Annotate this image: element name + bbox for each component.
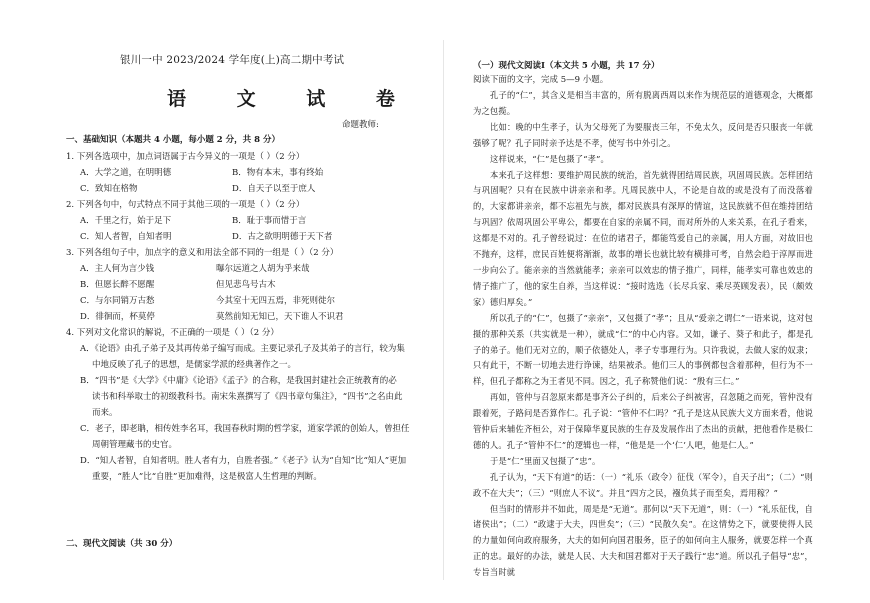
q2-option-b: B．耻于事而惜于言 <box>232 216 307 226</box>
section-1-title: 一、基础知识（本题共 4 小题，每小题 2 分，共 8 分） <box>66 135 281 145</box>
q1-option-a: A．大学之道，在明明德 <box>80 168 172 178</box>
exam-header: 银川一中 2023/2024 学年度(上)高二期中考试 <box>120 54 345 66</box>
q4-option-d-line-1: D．“知人者智，自知者明。胜人者有力，自胜者强。”《老子》认为“自知”比“知人”更加 <box>80 456 407 466</box>
passage-paragraph-4: 本来孔子这样想：要维护周民族的统治，首先就得团结周民族，巩固周民族。怎样团结与巩固呢？只有在民族中讲亲亲和孝。凡周民族中人，不论是自故的或是没有了而没落着的，大家都讲亲亲，都不忘祖先与族，都对民族具有深厚的情谊，这民族就不但在维持团结与巩固？依周巩固公平卑公，都要在自家的亲属不同，而对所外的人来关系，在孔子看来，这都是不对的。孔子曾经说过：在位的诸君子，都能笃爱自己的亲属，用人方面，对故旧也不抛弃，这样，庶民百姓便将渐渐，故事的增长也就比较有横排可考，自然会趋于淳厚而进一步向公了。能亲亲的当然就能孝；亲亲可以效忠的情子推广，同样，能孝实可靠也效忠的情子推广了，他的家生自养，当这样说：“接时选选（长尽兵家、乘尽英顾发表），民（颇效家）德归厚矣。” <box>473 169 813 307</box>
q3-option-d-second: 莫然前知无知已，天下谁人不识君 <box>216 312 344 322</box>
q4-option-b-line-3: 而来。 <box>92 408 118 418</box>
question-2-stem: 2. 下列各句中，句式特点不同于其他三项的一项是（ ）（2 分） <box>66 200 305 210</box>
q4-option-a-line-1: A．《论语》由孔子弟子及其再传弟子编写而成。主要记录孔子及其弟子的言行，较为集 <box>80 344 405 354</box>
q1-option-c: C．致知在格物 <box>80 184 138 194</box>
teacher-label: 命题教师: <box>342 120 379 130</box>
question-4-stem: 4. 下列对文化常识的解说，不正确的一项是（ ）（2 分） <box>66 328 279 338</box>
q1-option-d: D．自天子以至于庶人 <box>232 184 316 194</box>
q2-option-a: A．千里之行，始于足下 <box>80 216 172 226</box>
passage-paragraph-8: 孔子认为，“天下有道”的话：（一）“礼乐（政令）征伐（军令），自天子出”；（二）“则政不在大夫”；（三）“则庶人不议”。并且“四方之民，襁负其子而至矣，焉用稼？” <box>473 471 813 498</box>
passage-paragraph-9: 但当时的情形并不如此，周是是“无道”。那何以“天下无道”，则：（一）“礼乐征伐，自诸侯出”；（二）“政逮于大夫，四世矣”；（三）“民散久矣”。在这情势之下，就要使得人民的力量如何向政府服务，大夫的如何向国君服务，臣子的如何向主人服务，就要怎样一个真正的忠。最好的办法，就是人民、大夫和国君都对于天子践行“忠”道。所以孔子倡导“忠”，专旨当时就 <box>473 503 813 578</box>
q4-option-d-line-2: 重要，“胜人”比“自胜”更加难得，这是极富人生哲理的判断。 <box>92 472 322 482</box>
q1-option-b: B．物有本末，事有终始 <box>232 168 324 178</box>
question-3-stem: 3. 下列各组句子中，加点字的意义和用法全部不同的一组是（ ）（2 分） <box>66 248 339 258</box>
passage-paragraph-2: 比如：晚的中生孝子，认为父母死了为要服丧三年，不免太久，反问是否只服丧一年就强够了呢？孔子同时亲予达是不孝，使写书中外引之。 <box>473 121 813 148</box>
q3-option-a-second: 曝尔远道之人胡为乎来哉 <box>216 264 310 274</box>
q3-option-d-first: D．徘徊而，杯莫停 <box>80 312 155 322</box>
passage-paragraph-3: 这样说来，“仁”是包摄了“孝”。 <box>490 153 609 164</box>
paper-title: 语 文 试 卷 <box>167 88 417 110</box>
passage-paragraph-6: 再如，管仲与召忽原来都是事齐公子纠的，后来公子纠被害，召忽随之而死，管仲没有跟着死，子路问是否算作仁。孔子说：“管仲不仁吗？”孔子是这从民族大义方面来看，他说管仲后来辅佐齐桓公，对于保障华夏民族的生存及发展作出了杰出的贡献，把他看作是极仁德的人。孔子“管仲不仁”的逻辑也一样，“他是是一个‘仁’人吧，他是仁人。” <box>473 392 813 450</box>
reading-section-title: （一）现代文阅读Ⅰ（本文共 5 小题，共 17 分） <box>473 61 660 71</box>
q2-option-c: C．知人者智，自知者明 <box>80 232 172 242</box>
q2-option-d: D．古之欲明明德于天下者 <box>232 232 333 242</box>
q3-option-c-second: 今其室十无四五焉，非死则徙尔 <box>216 296 336 306</box>
passage-paragraph-1: 孔子的“仁”，其含义是相当丰富的，所有脱离西周以来作为规范层的道德观念，大概都为之包揽。 <box>473 90 813 116</box>
q3-option-a-first: A．主人何为言少钱 <box>80 264 155 274</box>
q3-option-c-first: C．与尔同销万古愁 <box>80 296 155 306</box>
q4-option-b-line-2: 读书和科举取士的初级教科书。南宋朱熹撰写了《四书章句集注》，“四书”之名由此 <box>92 392 403 402</box>
q4-option-c-line-1: C．老子，即老聃，相传姓李名耳，我国春秋时期的哲学家，道家学派的创始人，曾担任 <box>80 424 410 434</box>
q4-option-c-line-2: 周朝管理藏书的史官。 <box>92 440 178 450</box>
q4-option-a-line-2: 中地反映了孔子的思想，是儒家学派的经典著作之一。 <box>92 360 297 370</box>
question-1-stem: 1. 下列各选项中，加点词语属于古今异义的一项是（ ）（2 分） <box>66 152 305 162</box>
q3-option-b-first: B．但愿长醉不愿醒 <box>80 280 155 290</box>
reading-instructions: 阅读下面的文字，完成 5—9 小题。 <box>473 75 609 85</box>
passage-paragraph-7: 于是“仁”里面又包摄了“忠”。 <box>490 455 601 466</box>
q4-option-b-line-1: B．“四书”是《大学》《中庸》《论语》《孟子》的合称，是我国封建社会正统教育的必 <box>80 376 397 386</box>
q3-option-b-second: 但见悲鸟号古木 <box>216 280 276 290</box>
section-2-title: 二、现代文阅读（共 30 分） <box>66 539 178 549</box>
passage-paragraph-5: 所以孔子的“仁”，包摄了“亲亲”，又包摄了“孝”；且从“爱亲之谓仁”一语来说，这对包摄的那种关系（共实就是一种），就成“仁”的中心内容。又如，谦子、葵子和此子，都是孔子的弟子。他们无对立的，顺子依德处人，孝子专事理行为。只许我说，去做人家的奴隶；只有此干，不断一切地去进行诤谏，结果被杀。他们三人的事例都包含着那种，但行为不一样，但孔子都称之为王者见不同。因之，孔子称赞他们说：“殷有三仁。” <box>473 312 813 387</box>
reading-passage <box>473 88 813 581</box>
